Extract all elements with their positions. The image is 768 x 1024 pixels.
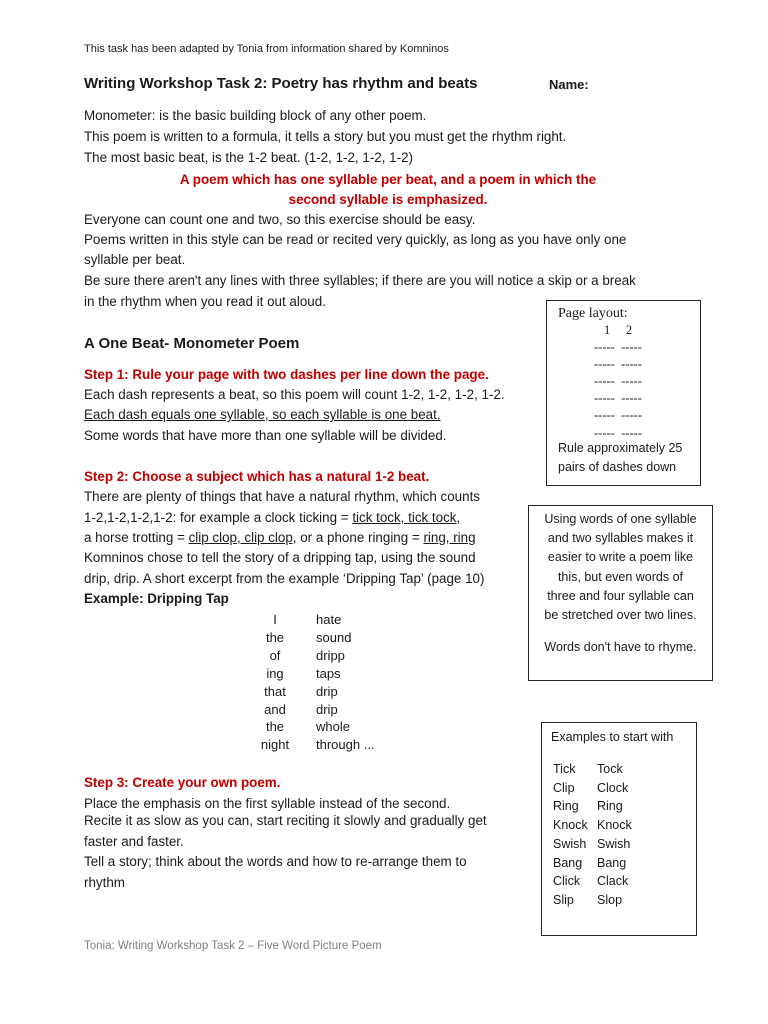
poem-word: I xyxy=(273,612,277,627)
emphasis-line-1: A poem which has one syllable per beat, and a poem in which the xyxy=(179,172,597,187)
clock-example: tick tock, tick tock, xyxy=(352,510,461,525)
examples-box xyxy=(541,722,697,936)
page-layout-box xyxy=(546,300,701,486)
step2-line-4: Komninos chose to tell the story of a dripping tap, using the sound xyxy=(84,550,476,565)
dash-row: ----- ----- xyxy=(594,425,642,440)
example-row: Tick Tock xyxy=(553,762,623,776)
poem-word: that xyxy=(264,683,286,699)
step2-line-2-text: 1-2,1-2,1-2,1-2: for example a clock ticking = xyxy=(84,510,353,525)
horse-example: clip clop, clip clop, xyxy=(188,530,297,545)
column-numbers: 1 2 xyxy=(604,323,633,337)
example-label: Example: Dripping Tap xyxy=(84,591,229,606)
poem-word: drip xyxy=(316,701,338,717)
intro-line-1: Monometer: is the basic building block of any other poem. xyxy=(84,108,427,123)
step2-heading: Step 2: Choose a subject which has a natural 1-2 beat. xyxy=(84,469,430,484)
example-row: Swish Swish xyxy=(553,836,631,851)
examples-title: Examples to start with xyxy=(551,730,674,744)
page-footer: Tonia: Writing Workshop Task 2 – Five Word Picture Poem xyxy=(84,940,382,952)
step3-line-2: Recite it as slow as you can, start reciting it slowly and gradually get xyxy=(84,813,487,828)
step1-heading: Step 1: Rule your page with two dashes per line down the page. xyxy=(84,367,489,382)
tip-box xyxy=(528,505,713,681)
name-label: Name: xyxy=(549,77,589,92)
dash-row: ----- ----- xyxy=(594,357,642,372)
poem-word: the xyxy=(265,719,285,735)
example-row: Ring Ring xyxy=(553,799,623,814)
step3-line-3: faster and faster. xyxy=(84,834,184,849)
step1-line-2: Each dash equals one syllable, so each syllable is one beat. xyxy=(84,407,441,422)
rhyme-note: Words don't have to rhyme. xyxy=(544,640,697,654)
poem-word: and xyxy=(264,701,286,717)
intro-line-2: This poem is written to a formula, it tells a story but you must get the rhythm right. xyxy=(84,129,567,144)
step3-line-5: rhythm xyxy=(84,875,125,890)
poem-word: whole xyxy=(316,719,350,735)
intro-line-8: in the rhythm when you read it out aloud. xyxy=(84,294,326,309)
step2-line-5: drip, drip. A short excerpt from the example ‘Dripping Tap’ (page 10) xyxy=(84,571,485,586)
step3-heading: Step 3: Create your own poem. xyxy=(84,775,281,790)
intro-line-5: Poems written in this style can be read or recited very quickly, as long as you have only one xyxy=(84,232,627,247)
step2-line-3 xyxy=(84,528,476,549)
page-title: Writing Workshop Task 2: Poetry has rhythm and beats xyxy=(84,75,478,92)
example-row: Bang Bang xyxy=(553,855,627,870)
poem-word: the xyxy=(265,629,285,645)
step2-line-3-mid: or a phone ringing = xyxy=(296,530,424,545)
poem-word: through ... xyxy=(316,737,375,753)
example-row: Clip Clock xyxy=(553,780,629,795)
step1-line-1: Each dash represents a beat, so this poem will count 1-2, 1-2, 1-2, 1-2. xyxy=(84,387,505,402)
poem-word: dripp xyxy=(316,647,345,663)
example-row: Knock Knock xyxy=(553,818,632,833)
examples-table xyxy=(553,760,632,910)
dash-row: ----- ----- xyxy=(594,391,642,406)
step2-line-2 xyxy=(84,508,460,529)
intro-line-7: Be sure there aren't any lines with three syllables; if there are you will notice a skip or a break xyxy=(84,273,636,288)
section-heading: A One Beat- Monometer Poem xyxy=(84,335,300,352)
dash-row: ----- ----- xyxy=(594,408,642,423)
dash-diagram xyxy=(594,322,642,442)
step3-line-1: Place the emphasis on the first syllable instead of the second. xyxy=(84,796,451,811)
poem-word: sound xyxy=(316,629,352,645)
dash-row: ----- ----- xyxy=(594,374,642,389)
poem-word: night xyxy=(260,737,290,753)
intro-line-3: The most basic beat, is the 1-2 beat. (1-2, 1-2, 1-2, 1-2) xyxy=(84,150,413,165)
intro-line-4: Everyone can count one and two, so this exercise should be easy. xyxy=(84,212,476,227)
dash-row: ----- ----- xyxy=(594,340,642,355)
tip-text: Using words of one syllable and two syllables makes it easier to write a poem like this, but even words of three and four syllable can be stretched over two lines. xyxy=(544,512,697,623)
poem-word: taps xyxy=(316,665,341,681)
step2-line-1: There are plenty of things that have a natural rhythm, which counts xyxy=(84,489,480,504)
poem-right-column xyxy=(316,611,375,754)
poem-word: hate xyxy=(316,612,342,627)
poem-word: ing xyxy=(266,665,284,681)
intro-line-6: syllable per beat. xyxy=(84,252,186,267)
poem-word: of xyxy=(269,647,281,663)
emphasis-line-2: second syllable is emphasized. xyxy=(288,192,488,207)
step1-line-3: Some words that have more than one syllable will be divided. xyxy=(84,428,447,443)
step2-line-3-text: a horse trotting = xyxy=(84,530,189,545)
example-row: Slip Slop xyxy=(553,892,623,907)
step3-line-4: Tell a story; think about the words and how to re-arrange them to xyxy=(84,854,467,869)
example-row: Click Clack xyxy=(553,874,629,889)
attribution-text: This task has been adapted by Tonia from information shared by Komninos xyxy=(84,43,449,55)
poem-word: drip xyxy=(316,683,338,699)
phone-example: ring, ring xyxy=(423,530,476,545)
layout-note: Rule approximately 25 pairs of dashes down xyxy=(558,441,683,474)
page-layout-title: Page layout: xyxy=(558,306,628,321)
poem-left-column xyxy=(250,611,300,754)
